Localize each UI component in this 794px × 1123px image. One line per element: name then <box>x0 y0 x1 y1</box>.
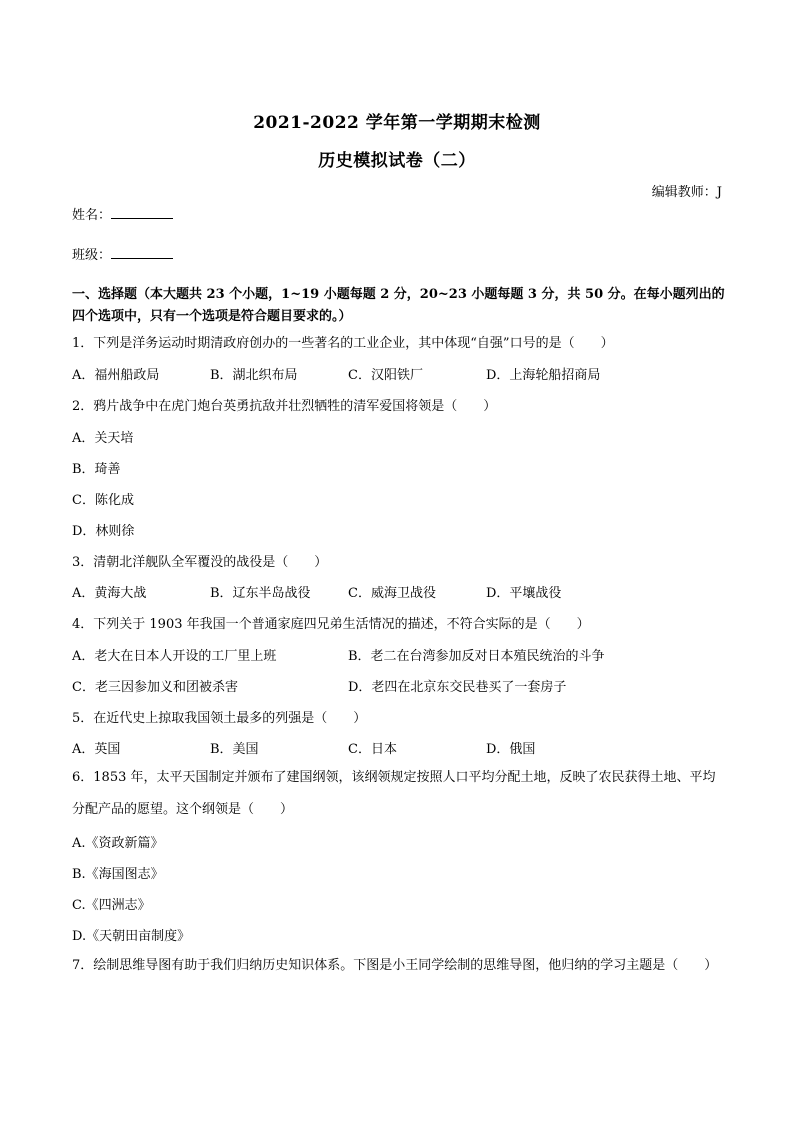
q1-option-b: B．湖北织布局 <box>210 368 298 383</box>
question-5-stem: 5．在近代史上掠取我国领土最多的列强是（ ） <box>72 711 367 726</box>
class-label: 班级： <box>72 248 112 263</box>
q6-option-a: A.《资政新篇》 <box>72 836 164 851</box>
q2-option-a: A．关天培 <box>72 431 134 446</box>
q1-option-d: D．上海轮船招商局 <box>486 368 601 383</box>
q5-option-b: B．美国 <box>210 742 259 757</box>
q4-option-b: B．老二在台湾参加反对日本殖民统治的斗争 <box>348 649 605 664</box>
q4-option-d: D．老四在北京东交民巷买了一套房子 <box>348 680 567 695</box>
q3-option-a: A．黄海大战 <box>72 586 147 601</box>
name-blank[interactable] <box>111 206 173 219</box>
q5-option-d: D．俄国 <box>486 742 536 757</box>
q2-option-d: D．林则徐 <box>72 524 135 539</box>
q2-option-b: B．琦善 <box>72 462 121 477</box>
q3-option-b: B．辽东半岛战役 <box>210 586 311 601</box>
question-6-stem: 6．1853 年，太平天国制定并颁布了建国纲领，该纲领规定按照人口平均分配土地，反映了农民获得土地、平均分配产品的愿望。这个纲领是（ ） <box>72 770 716 817</box>
name-field[interactable] <box>72 204 173 223</box>
q6-option-c: C.《四洲志》 <box>72 898 151 913</box>
name-label: 姓名： <box>72 208 112 223</box>
class-field[interactable] <box>72 244 173 263</box>
question-1-stem: 1．下列是洋务运动时期清政府创办的一些著名的工业企业，其中体现“自强”口号的是（ ） <box>72 336 614 351</box>
q3-option-c: C．威海卫战役 <box>348 586 436 601</box>
exam-subtitle: 历史模拟试卷（二） <box>318 151 476 171</box>
section-heading: 一、选择题（本大题共 23 个小题，1~19 小题每题 2 分，20~23 小题每题 3 分，共 50 分。在每小题列出的四个选项中，只有一个选项是符合题目要求的。） <box>72 287 725 324</box>
editor-label: 编辑教师：J <box>651 185 722 200</box>
q5-option-c: C．日本 <box>348 742 397 757</box>
q6-option-d: D.《天朝田亩制度》 <box>72 929 191 944</box>
exam-title: 2021-2022 学年第一学期期末检测 <box>253 113 541 133</box>
q6-option-b: B.《海国图志》 <box>72 867 164 882</box>
q5-option-a: A．英国 <box>72 742 121 757</box>
question-7-stem: 7．绘制思维导图有助于我们归纳历史知识体系。下图是小王同学绘制的思维导图，他归纳的学习主题是（ ） <box>72 958 718 973</box>
class-blank[interactable] <box>111 246 173 259</box>
question-3-stem: 3．清朝北洋舰队全军覆没的战役是（ ） <box>72 555 328 570</box>
q1-option-a: A．福州船政局 <box>72 368 160 383</box>
q3-option-d: D．平壤战役 <box>486 586 562 601</box>
q1-option-c: C．汉阳铁厂 <box>348 368 423 383</box>
q4-option-c: C．老三因参加义和团被杀害 <box>72 680 238 695</box>
q4-option-a: A．老大在日本人开设的工厂里上班 <box>72 649 277 664</box>
question-4-stem: 4．下列关于 1903 年我国一个普通家庭四兄弟生活情况的描述，不符合实际的是（ ） <box>72 617 590 632</box>
q2-option-c: C．陈化成 <box>72 493 134 508</box>
question-2-stem: 2．鸦片战争中在虎门炮台英勇抗敌并壮烈牺牲的清军爱国将领是（ ） <box>72 399 497 414</box>
